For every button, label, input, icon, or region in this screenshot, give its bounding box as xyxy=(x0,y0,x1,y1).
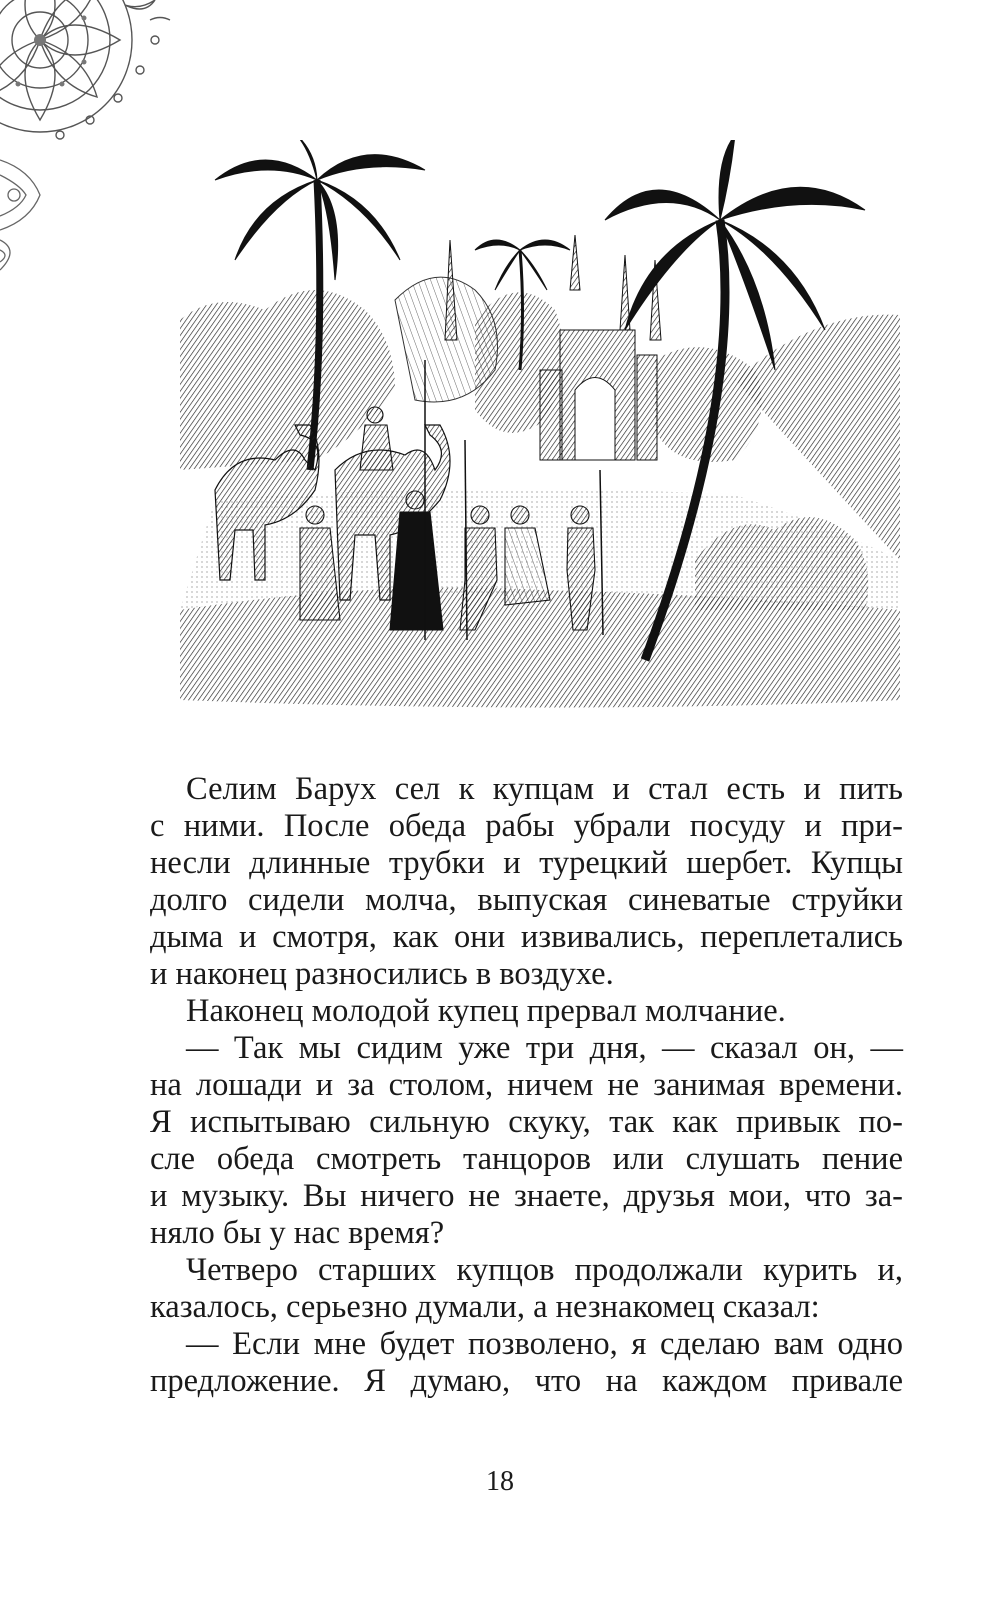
text-line: несли длинные трубки и турецкий шербет. Купцы xyxy=(150,845,903,881)
mandala-ornament-icon xyxy=(0,0,185,150)
text-line: няло бы у нас время? xyxy=(150,1215,445,1251)
text-line: на лошади и за столом, ничем не занимая времени. xyxy=(150,1067,903,1103)
text-line: Четверо старших купцов продолжали курить и, xyxy=(186,1252,903,1288)
caravan-illustration xyxy=(175,140,905,710)
text-line: с ними. После обеда рабы убрали посуду и при- xyxy=(150,808,903,844)
body-text xyxy=(150,771,903,1400)
text-line: сле обеда смотреть танцоров или слушать пение xyxy=(150,1141,903,1177)
page-number: 18 xyxy=(486,1466,514,1497)
text-line: — Если мне будет позволено, я сделаю вам одно xyxy=(186,1326,903,1362)
text-line: и наконец разносились в воздухе. xyxy=(150,956,614,992)
text-line: Наконец молодой купец прервал молчание. xyxy=(186,993,786,1029)
side-ornament-icon xyxy=(0,150,50,290)
text-line: казалось, серьезно думали, а незнакомец сказал: xyxy=(150,1289,820,1325)
text-line: — Так мы сидим уже три дня, — сказал он, — xyxy=(186,1030,903,1066)
text-line: Я испытываю сильную скуку, так как привык по- xyxy=(150,1104,903,1140)
text-line: долго сидели молча, выпуская синеватые струйки xyxy=(150,882,903,918)
text-line: дыма и смотря, как они извивались, переплетались xyxy=(150,919,903,955)
text-line: предложение. Я думаю, что на каждом привале xyxy=(150,1363,903,1399)
text-line: Селим Барух сел к купцам и стал есть и пить xyxy=(186,771,903,807)
text-line: и музыку. Вы ничего не знаете, друзья мои, что за- xyxy=(150,1178,903,1214)
